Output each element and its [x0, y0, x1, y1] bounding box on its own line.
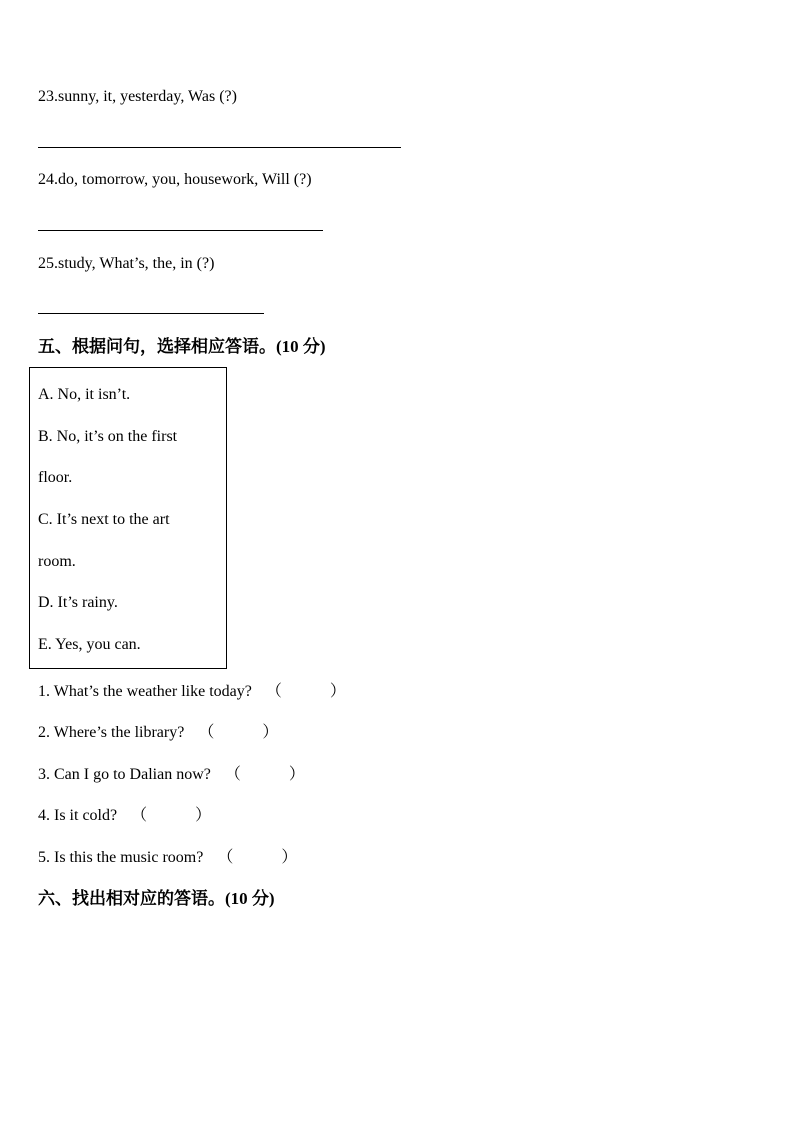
section-5-score: (10 分): [276, 337, 326, 356]
paren-open: （: [265, 683, 282, 700]
option-d: D. It’s rainy.: [38, 594, 118, 611]
option-a: A. No, it isn’t.: [38, 386, 131, 403]
answer-blank-3[interactable]: [225, 765, 305, 785]
section-5-title: 五、根据问句，选择相应答语。: [38, 337, 276, 357]
options-box: [29, 367, 227, 669]
paren-open: （: [198, 724, 215, 741]
question-23: 23.sunny, it, yesterday, Was (?): [38, 88, 237, 105]
paren-close: ）: [195, 807, 212, 824]
option-b: B. No, it’s on the first: [38, 428, 178, 445]
s5-question-5-text: 5. Is this the music room?: [38, 849, 204, 866]
option-c-continued: room.: [38, 553, 76, 570]
option-b-continued: floor.: [38, 469, 73, 486]
question-25: 25.study, What’s, the, in (?): [38, 255, 215, 272]
paren-close: ）: [329, 683, 346, 700]
paren-open: （: [224, 766, 241, 783]
option-c: C. It’s next to the art: [38, 511, 170, 528]
s5-question-3-text: 3. Can I go to Dalian now?: [38, 766, 211, 783]
s5-question-5: [38, 848, 297, 868]
question-24: 24.do, tomorrow, you, housework, Will (?): [38, 171, 312, 188]
s5-question-1-text: 1. What’s the weather like today?: [38, 683, 252, 700]
section-6-title: 六、找出相对应的答语。: [38, 889, 225, 909]
paren-open: （: [217, 849, 234, 866]
s5-question-2: [38, 723, 278, 743]
s5-question-4-text: 4. Is it cold?: [38, 807, 118, 824]
s5-question-4: [38, 806, 211, 826]
section-6-heading: [38, 888, 275, 910]
paren-close: ）: [281, 849, 298, 866]
answer-line-23[interactable]: [38, 147, 401, 148]
answer-line-24[interactable]: [38, 230, 323, 231]
s5-question-3: [38, 765, 305, 785]
answer-blank-4[interactable]: [131, 806, 211, 826]
answer-line-25[interactable]: [38, 313, 264, 314]
answer-blank-1[interactable]: [266, 682, 346, 702]
option-e: E. Yes, you can.: [38, 636, 141, 653]
paren-close: ）: [288, 766, 305, 783]
answer-blank-2[interactable]: [198, 723, 278, 743]
section-6-score: (10 分): [225, 889, 275, 908]
paren-open: （: [131, 807, 148, 824]
s5-question-1: [38, 682, 346, 702]
answer-blank-5[interactable]: [217, 848, 297, 868]
paren-close: ）: [262, 724, 279, 741]
section-5-heading: [38, 336, 326, 358]
s5-question-2-text: 2. Where’s the library?: [38, 724, 185, 741]
